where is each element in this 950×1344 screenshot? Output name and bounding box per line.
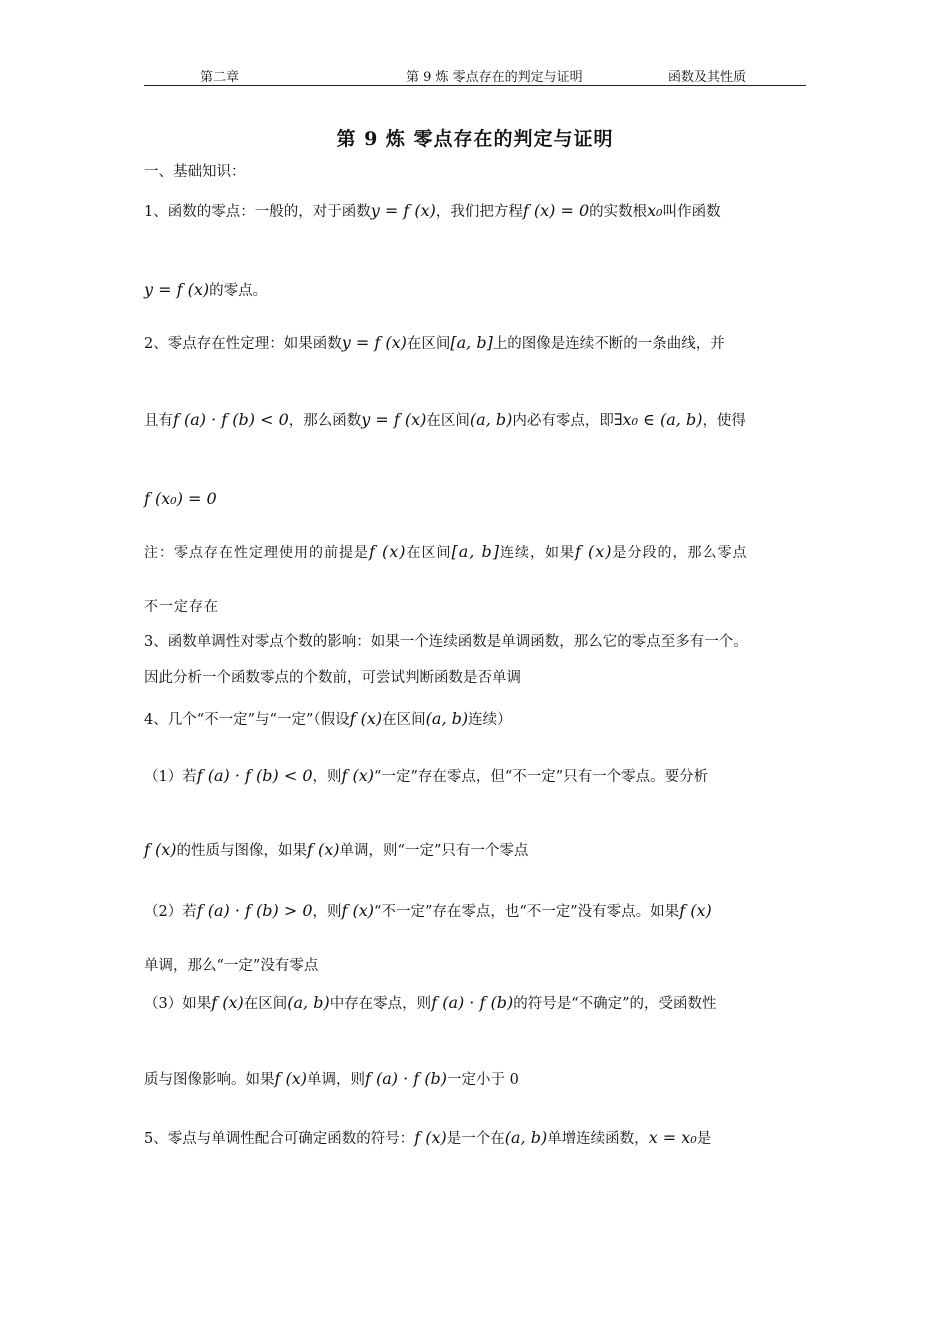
header-topic: 函数及其性质	[668, 70, 747, 85]
text-line: 1、函数的零点：一般的，对于函数y = f (x)，我们把方程f (x) = 0的实数根x₀叫作函数	[144, 201, 721, 220]
text-line: 3、函数单调性对零点个数的影响：如果一个连续函数是单调函数，那么它的零点至多有一个。	[144, 634, 748, 650]
text-line: 2、零点存在性定理：如果函数y = f (x)在区间[a, b]上的图像是连续不断的一条曲线，并	[144, 333, 725, 352]
text-line: 因此分析一个函数零点的个数前，可尝试判断函数是否单调	[144, 670, 521, 686]
header-lesson: 第 9 炼 零点存在的判定与证明	[406, 70, 583, 85]
text-line: （2）若f (a) · f (b) > 0，则f (x)“不一定”存在零点，也“不一定”没有零点。如果f (x)	[144, 901, 712, 920]
note-line: 不一定存在	[144, 599, 219, 615]
page-title: 第 9 炼 零点存在的判定与证明	[336, 128, 614, 150]
text-line: 且有f (a) · f (b) < 0，那么函数y = f (x)在区间(a, b)内必有零点，即∃x₀ ∈ (a, b)，使得	[144, 410, 746, 429]
text-line: y = f (x)的零点。	[144, 280, 268, 299]
text-line: 单调，那么“一定”没有零点	[144, 958, 319, 974]
header-chapter: 第二章	[200, 70, 240, 85]
text-line: 质与图像影响。如果f (x)单调，则f (a) · f (b)一定小于 0	[144, 1069, 519, 1088]
text-line: 5、零点与单调性配合可确定函数的符号：f (x)是一个在(a, b)单增连续函数，x = x₀是	[144, 1128, 712, 1147]
text-line: 4、几个“不一定”与“一定”（假设f (x)在区间(a, b)连续）	[144, 709, 512, 728]
header-rule	[144, 85, 806, 86]
text-line: （1）若f (a) · f (b) < 0，则f (x)“一定”存在零点，但“不一定”只有一个零点。要分析	[144, 766, 709, 785]
text-line: f (x)的性质与图像，如果f (x)单调，则“一定”只有一个零点	[144, 840, 529, 859]
note-line: 注：零点存在性定理使用的前提是f (x)在区间[a, b]连续，如果f (x)是分段的，那么零点	[144, 542, 748, 561]
text-line: （3）如果f (x)在区间(a, b)中存在零点，则f (a) · f (b)的符号是“不确定”的，受函数性	[144, 993, 717, 1012]
section-heading: 一、基础知识：	[144, 164, 246, 180]
text-line: f (x₀) = 0	[144, 489, 217, 508]
